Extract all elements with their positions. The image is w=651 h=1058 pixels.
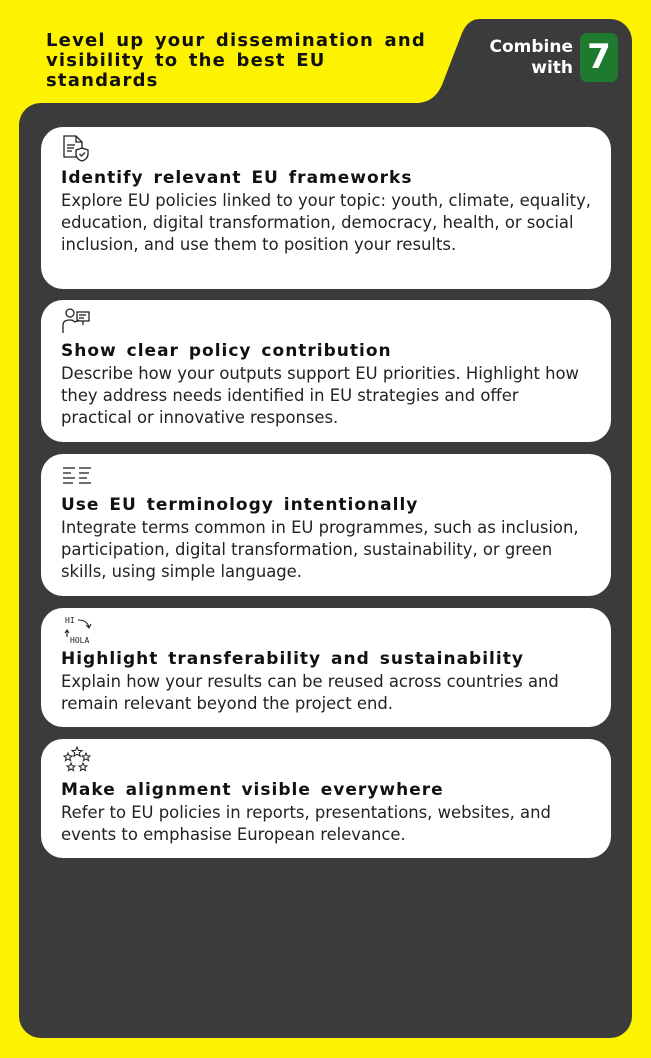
person-presenting-icon bbox=[61, 306, 95, 338]
card-text: Refer to EU policies in reports, presentations, websites, and events to emphasise European relevance. bbox=[61, 803, 551, 844]
card-eu-terminology bbox=[41, 454, 611, 596]
translate-icon bbox=[61, 614, 95, 646]
svg-text:HI: HI bbox=[65, 616, 75, 625]
card-title: Identify relevant EU frameworks bbox=[61, 168, 413, 188]
card-text: Describe how your outputs support EU priorities. Highlight how they address needs identified in EU strategies and offer practical or innovative responses. bbox=[61, 364, 579, 427]
svg-text:HOLA: HOLA bbox=[70, 636, 90, 645]
card-text: Integrate terms common in EU programmes, such as inclusion, participation, digital transformation, sustainability, or green skills, using simple language. bbox=[61, 518, 579, 581]
text-columns-icon bbox=[61, 460, 95, 492]
card-title: Make alignment visible everywhere bbox=[61, 780, 444, 800]
card-title: Show clear policy contribution bbox=[61, 341, 392, 361]
page-title: Level up your dissemination and visibility to the best EU standards bbox=[46, 30, 426, 91]
combine-line-2: with bbox=[531, 58, 573, 78]
card-text: Explain how your results can be reused across countries and remain relevant beyond the project end. bbox=[61, 672, 559, 713]
card-identify-frameworks bbox=[41, 127, 611, 289]
card-title: Highlight transferability and sustainability bbox=[61, 649, 524, 669]
card-title: Use EU terminology intentionally bbox=[61, 495, 419, 515]
card-alignment-visible bbox=[41, 739, 611, 858]
combine-line-1: Combine bbox=[489, 37, 573, 57]
combine-number-badge: 7 bbox=[580, 33, 618, 82]
card-policy-contribution bbox=[41, 300, 611, 442]
combine-label bbox=[481, 37, 573, 79]
eu-stars-icon bbox=[61, 745, 95, 777]
card-text: Explore EU policies linked to your topic: youth, climate, equality, education, digital transformation, democracy, health, or social inclusion, and use them to position your results. bbox=[61, 191, 591, 254]
card-transferability bbox=[41, 608, 611, 727]
document-shield-icon bbox=[61, 133, 95, 165]
